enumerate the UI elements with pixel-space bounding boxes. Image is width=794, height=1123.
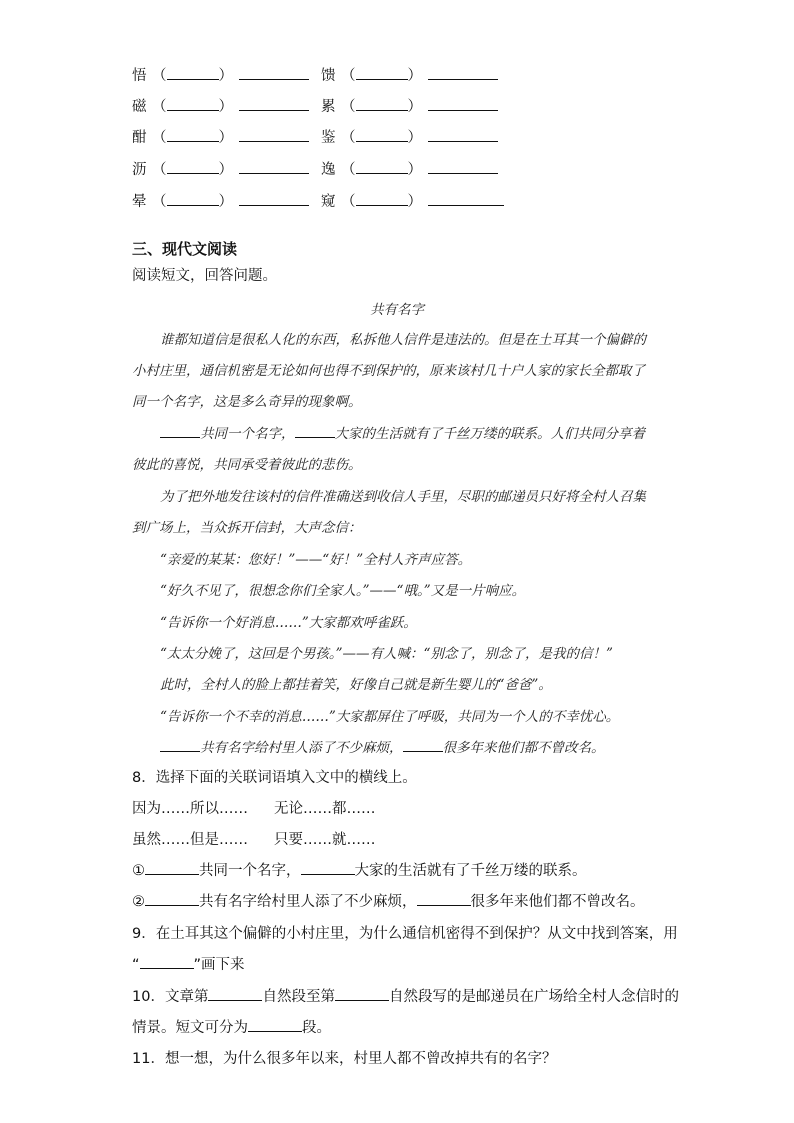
section-heading: 三、现代文阅读 [132,240,238,258]
passage-line: 同一个名字，这是多么奇异的现象啊。 [132,394,362,410]
answer-blank[interactable] [248,1017,302,1032]
pinyin-blank[interactable] [167,64,219,80]
question-11: 11．想一想，为什么很多年以来，村里人都不曾改掉共有的名字？ [132,1051,557,1067]
passage-blank[interactable] [295,423,335,438]
answer-blank[interactable] [208,986,262,1001]
char-row: 悟 （ ） 馈 （ ） [132,64,498,88]
question-10: 10．文章第 自然段至第 自然段写的是邮递员在广场给全村人念信时的 [132,985,679,1006]
answer-blank[interactable] [145,860,199,875]
passage-dialogue: “告诉你一个好消息……”大家都欢呼雀跃。 [160,615,417,631]
option-row [132,828,376,849]
option: 只要……就…… [274,832,376,848]
passage-dialogue: “太太分娩了，这回是个男孩。”——有人喊：“别念了，别念了，是我的信！” [160,646,613,662]
passage-dialogue: “告诉你一个不幸的消息……”大家都屏住了呼吸，共同为一个人的不幸忧心。 [160,709,620,725]
word-blank[interactable] [428,158,498,174]
passage-line: 彼此的喜悦，共同承受着彼此的悲伤。 [132,457,362,473]
char-right: 累 [321,99,336,115]
pinyin-blank[interactable] [167,126,219,142]
answer-blank[interactable] [335,986,389,1001]
pinyin-blank[interactable] [167,158,219,174]
passage-dialogue: 此时，全村人的脸上都挂着笑，好像自己就是新生婴儿的“爸爸”。 [160,677,552,693]
char-left: 磁 [132,99,147,115]
pinyin-blank[interactable] [356,64,408,80]
char-row: 沥 （ ） 逸 （ ） [132,158,498,182]
char-right: 馈 [321,68,336,84]
option: 因为……所以…… [132,801,248,817]
section-instruction: 阅读短文，回答问题。 [132,268,277,284]
char-right: 逸 [321,162,336,178]
word-blank[interactable] [428,95,498,111]
pinyin-blank[interactable] [356,190,408,206]
option-row [132,797,376,818]
passage-blank[interactable] [160,737,200,752]
question-8-1: ① 共同一个名字， 大家的生活就有了千丝万缕的联系。 [132,859,587,880]
word-blank[interactable] [239,190,309,206]
passage-line: 共同一个名字， 大家的生活就有了千丝万缕的联系。人们共同分享着 [160,422,645,442]
pinyin-blank[interactable] [356,126,408,142]
char-row: 酣 （ ） 鉴 （ ） [132,126,498,150]
char-left: 悟 [132,68,147,84]
answer-blank[interactable] [140,954,194,969]
question-9-line2: “ ”画下来 [132,953,245,974]
answer-blank[interactable] [145,891,199,906]
char-left: 晕 [132,194,147,210]
answer-blank[interactable] [301,860,355,875]
question-9: 9．在土耳其这个偏僻的小村庄里，为什么通信机密得不到保护？从文中找到答案，用 [132,926,678,942]
word-blank[interactable] [239,95,309,111]
char-right: 鉴 [321,130,336,146]
answer-blank[interactable] [417,891,471,906]
option: 无论……都…… [274,801,376,817]
word-blank[interactable] [239,158,309,174]
passage-dialogue: “好久不见了，很想念你们全家人。”——“哦。”又是一片响应。 [160,583,526,599]
question-8: 8．选择下面的关联词语填入文中的横线上。 [132,770,417,786]
char-left: 酣 [132,130,147,146]
pinyin-blank[interactable] [167,95,219,111]
char-row: 磁 （ ） 累 （ ） [132,95,498,119]
char-right: 窥 [321,194,336,210]
option: 虽然……但是…… [132,832,248,848]
word-blank[interactable] [428,126,498,142]
passage-line: 小村庄里，通信机密是无论如何也得不到保护的，原来该村几十户人家的家长全都取了 [132,363,645,379]
passage-line: 为了把外地发往该村的信件准确送到收信人手里，尽职的邮递员只好将全村人召集 [160,489,646,505]
word-blank[interactable] [239,126,309,142]
passage-dialogue: “亲爱的某某：您好！”——“好！”全村人齐声应答。 [160,552,472,568]
char-row: 晕 （ ） 窥 （ ） [132,190,504,214]
word-blank[interactable] [428,64,498,80]
pinyin-blank[interactable] [356,95,408,111]
passage-line: 到广场上，当众拆开信封，大声念信： [132,520,362,536]
passage-line: 共有名字给村里人添了不少麻烦， 很多年来他们都不曾改名。 [160,736,605,756]
passage-line: 谁都知道信是很私人化的东西，私拆他人信件是违法的。但是在土耳其一个偏僻的 [160,332,646,348]
char-left: 沥 [132,162,147,178]
pinyin-blank[interactable] [167,190,219,206]
word-blank[interactable] [428,190,504,206]
question-10-line2: 情景。短文可分为 段。 [132,1016,331,1037]
passage-blank[interactable] [160,423,200,438]
passage-blank[interactable] [403,737,443,752]
word-blank[interactable] [239,64,309,80]
pinyin-blank[interactable] [356,158,408,174]
question-8-2: ② 共有名字给村里人添了不少麻烦， 很多年来他们都不曾改名。 [132,890,645,911]
passage-title: 共有名字 [370,302,424,318]
